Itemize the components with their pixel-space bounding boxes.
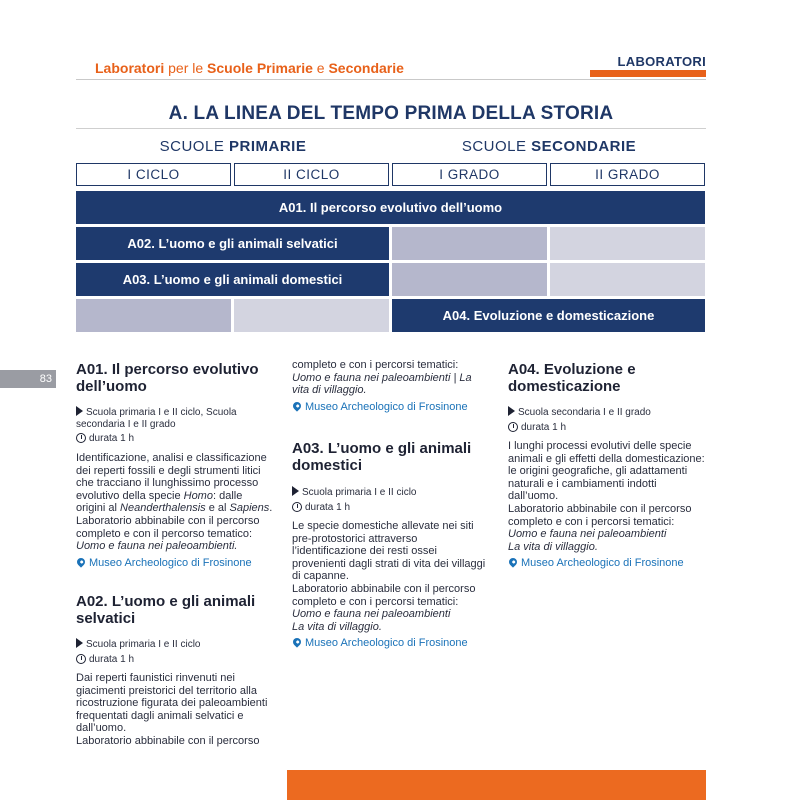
footer-accent-bar (287, 770, 706, 800)
lab-a01-description (76, 452, 281, 553)
lab-a03-location-text: Museo Archeologico di Frosinone (305, 637, 468, 650)
clock-icon (292, 502, 302, 512)
section-title: A. LA LINEA DEL TEMPO PRIMA DELLA STORIA (168, 103, 614, 124)
lab-a02-description (76, 672, 281, 748)
lab-a01-title-line: dell’uomo (76, 378, 147, 395)
lab-a01-audience-line: Scuola primaria I e II ciclo, Scuola (86, 407, 237, 418)
header-word-e: e (312, 60, 329, 76)
cycle-ii-grado: II GRADO (550, 163, 705, 186)
map-pin-icon (507, 557, 518, 568)
desc-run-italic: Neanderthalensis (120, 502, 206, 515)
desc-line: dall’uomo. (76, 722, 127, 735)
desc-run: : dalle (212, 489, 243, 502)
desc-line: Laboratorio abbinabile con il percorso (76, 514, 260, 527)
row-a01: A01. Il percorso evolutivo dell’uomo (76, 191, 705, 224)
desc-line: completo e con il percorso tematico: (76, 527, 253, 540)
lab-a02-continuation (292, 359, 497, 413)
cycle-ii-ciclo: II CICLO (234, 163, 389, 186)
lab-a01-location (76, 557, 281, 569)
desc-line: giacimenti preistorici del territorio alla (76, 684, 257, 697)
desc-line: completo e con i percorsi tematici: (292, 595, 459, 608)
section-tag: LABORATORI (617, 54, 706, 69)
lab-a04-title (508, 361, 713, 395)
row-a04: A04. Evoluzione e domesticazione (392, 299, 705, 332)
lab-a01-duration (76, 433, 281, 445)
lab-a01-audience (76, 406, 281, 431)
lab-a01 (76, 361, 281, 569)
play-triangle-icon (508, 406, 515, 416)
desc-line-italic: La vita di villaggio. (292, 620, 382, 633)
row-a03: A03. L’uomo e gli animali domestici (76, 263, 389, 296)
desc-line (76, 490, 281, 503)
desc-run: . (269, 502, 273, 515)
lab-a02-title-line: selvatici (76, 610, 136, 627)
lab-a01-location-text: Museo Archeologico di Frosinone (89, 556, 252, 569)
lab-a04-location (508, 557, 713, 569)
desc-line: l’identificazione dei resti ossei (292, 545, 437, 558)
desc-line: frequentati dagli animali selvatici e (76, 709, 244, 722)
lab-a03-title-line: A03. L’uomo e gli animali (292, 440, 472, 457)
header-word-per-le: per le (164, 60, 208, 76)
lab-a04-title-line: A04. Evoluzione e (508, 361, 636, 378)
desc-line: dall’uomo. (508, 490, 559, 503)
lab-a02 (76, 593, 281, 748)
grid-empty-cell (550, 263, 705, 296)
lab-a02-duration (76, 654, 281, 666)
desc-line: Dai reperti faunistici rinvenuti nei (76, 672, 235, 684)
lab-a04-audience-text: Scuola secondaria I e II grado (518, 407, 651, 418)
desc-line: Laboratorio abbinabile con il percorso (508, 502, 692, 515)
lab-a03-duration (292, 502, 497, 514)
lab-a03-duration-text: durata 1 h (305, 502, 351, 513)
desc-run-italic: Sapiens (229, 502, 270, 515)
lab-a01-duration-text: durata 1 h (89, 433, 135, 444)
desc-line: I lunghi processi evolutivi delle specie (508, 440, 692, 452)
desc-line: le origini geografiche, gli adattamenti (508, 465, 688, 478)
lab-a04-description (508, 440, 713, 553)
desc-line: che tracciano il lunghissimo processo (76, 477, 259, 490)
clock-icon (508, 422, 518, 432)
lab-a04 (508, 361, 713, 569)
lab-a03-title (292, 440, 497, 474)
header-word-primarie: Scuole Primarie (207, 60, 313, 76)
lab-a04-title-line: domesticazione (508, 378, 621, 395)
desc-line: di capanne. (292, 570, 349, 583)
lab-a01-audience-line: secondaria I e II grado (76, 419, 176, 430)
running-header (95, 60, 404, 76)
lab-a02-audience-text: Scuola primaria I e II ciclo (86, 639, 201, 650)
lab-a01-title-line: A01. Il percorso evolutivo (76, 361, 259, 378)
desc-line-italic: vita di villaggio. (292, 384, 367, 397)
lab-a01-title (76, 361, 281, 395)
lab-a02-title-line: A02. L’uomo e gli animali (76, 593, 256, 610)
desc-line: animali e gli effetti della domesticazione: (508, 452, 705, 465)
cycle-i-grado: I GRADO (392, 163, 547, 186)
desc-line-italic: Uomo e fauna nei paleoambienti (292, 608, 451, 621)
play-triangle-icon (76, 638, 83, 648)
map-pin-icon (75, 556, 86, 567)
header-word-laboratori: Laboratori (95, 60, 165, 76)
page-number-tab (0, 370, 56, 388)
lab-a02-title (76, 593, 281, 627)
desc-line: ricostruzione figurata dei paleoambienti (76, 697, 268, 710)
primary-schools-heading (76, 138, 390, 155)
lab-a03-description (292, 520, 497, 633)
desc-line: provenienti dagli strati di vita dei villaggi (292, 557, 486, 570)
desc-line: completo e con i percorsi tematici: (292, 359, 459, 371)
clock-icon (76, 654, 86, 664)
lab-a03-location (292, 637, 497, 649)
desc-line: Le specie domestiche allevate nei siti (292, 520, 474, 532)
section-tag-bar (590, 70, 706, 77)
desc-line-italic: Uomo e fauna nei paleoambienti. (76, 540, 238, 553)
desc-line: pre-protostorici attraverso (292, 532, 418, 545)
primary-bold: PRIMARIE (229, 138, 307, 155)
desc-line: Laboratorio abbinabile con il percorso (76, 734, 260, 747)
desc-run-italic: Homo (183, 489, 213, 502)
grid-empty-cell (234, 299, 389, 332)
lab-a02-location-text: Museo Archeologico di Frosinone (305, 400, 468, 413)
cycle-i-ciclo: I CICLO (76, 163, 231, 186)
desc-line (76, 502, 281, 515)
lab-a04-duration (508, 422, 713, 434)
lab-a03-audience-text: Scuola primaria I e II ciclo (302, 487, 417, 498)
secondary-bold: SECONDARIE (531, 138, 637, 155)
desc-run: evolutivo della specie (76, 489, 184, 502)
desc-line: completo e con i percorsi tematici: (508, 515, 675, 528)
desc-run: e al (205, 502, 230, 515)
desc-line: Laboratorio abbinabile con il percorso (292, 582, 476, 595)
desc-line: Identificazione, analisi e classificazione (76, 452, 267, 464)
desc-line-italic: Uomo e fauna nei paleoambienti (508, 528, 667, 541)
grid-empty-cell (392, 227, 547, 260)
lab-a03-title-line: domestici (292, 457, 363, 474)
map-pin-icon (291, 400, 302, 411)
lab-a03 (292, 440, 497, 649)
clock-icon (76, 433, 86, 443)
lab-a03-audience (292, 486, 497, 499)
play-triangle-icon (76, 406, 83, 416)
lab-a02-location (292, 401, 497, 413)
lab-a04-location-text: Museo Archeologico di Frosinone (521, 557, 684, 570)
page-number: 83 (39, 373, 52, 385)
grid-empty-cell (76, 299, 231, 332)
lab-a02-audience (76, 638, 281, 651)
lab-a04-duration-text: durata 1 h (521, 422, 567, 433)
desc-line-italic: La vita di villaggio. (508, 540, 598, 553)
lab-a02-cont-text (292, 359, 497, 397)
desc-run: origini al (76, 502, 121, 515)
secondary-schools-heading (392, 138, 706, 155)
header-word-secondarie: Secondarie (328, 60, 404, 76)
desc-line-italic: Uomo e fauna nei paleoambienti | La (292, 371, 472, 384)
lab-a02-duration-text: durata 1 h (89, 654, 135, 665)
map-pin-icon (291, 637, 302, 648)
primary-prefix: SCUOLE (159, 138, 229, 155)
header-rule (76, 79, 706, 80)
grid-empty-cell (392, 263, 547, 296)
play-triangle-icon (292, 486, 299, 496)
secondary-prefix: SCUOLE (461, 138, 532, 155)
desc-line: naturali e i cambiamenti indotti (508, 477, 657, 490)
grid-empty-cell (550, 227, 705, 260)
desc-line: dei reperti fossili e degli strumenti litici (76, 464, 261, 477)
lab-a04-audience (508, 406, 713, 419)
section-rule (76, 128, 706, 129)
row-a02: A02. L’uomo e gli animali selvatici (76, 227, 389, 260)
